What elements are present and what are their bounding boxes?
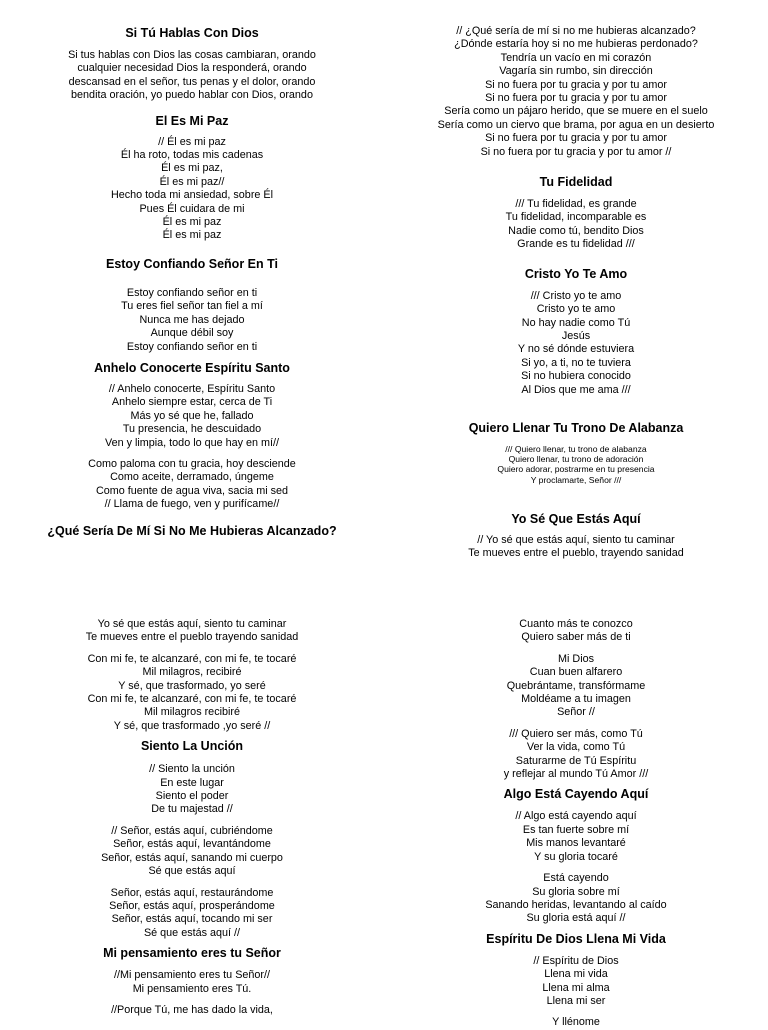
lyric-line: // Él es mi paz: [158, 135, 226, 148]
lyric-line: Anhelo siempre estar, cerca de Ti: [111, 396, 273, 409]
lyric-line: Quiero saber más de ti: [521, 631, 631, 644]
stanza: [424, 872, 728, 926]
lyric-line: De tu majestad //: [151, 803, 233, 816]
stanza: [40, 1004, 344, 1017]
stanza: [424, 290, 728, 397]
song-block: [40, 114, 344, 243]
lyric-line: Tu fidelidad, incomparable es: [505, 211, 647, 224]
song-title: Si Tú Hablas Con Dios: [125, 26, 259, 40]
lyric-line: Con mi fe, te alcanzaré, con mi fe, te tocaré: [87, 693, 297, 706]
lyric-line: /// Tu fidelidad, es grande: [515, 198, 637, 211]
lyric-line: Señor, estás aquí, prosperándome: [109, 899, 275, 912]
lyric-line: bendita oración, yo puedo hablar con Dios, orando: [71, 89, 313, 102]
lyric-line: Su gloria sobre mí: [532, 885, 620, 898]
lyric-line: Estoy confiando señor en ti: [126, 340, 258, 353]
lyric-line: Aunque débil soy: [150, 327, 234, 340]
lyric-line: //Porque Tú, me has dado la vida,: [111, 1003, 273, 1016]
lyric-line: Y sé, que trasformado, yo seré: [118, 679, 266, 692]
column-left: [0, 0, 384, 538]
lyric-line: Mi pensamiento eres Tú.: [132, 982, 252, 995]
song-title: Mi pensamiento eres tu Señor: [103, 946, 281, 961]
lyric-line: descansad en el señor, tus penas y el dolor, orando: [68, 75, 316, 88]
lyric-line: Estoy confiando señor en ti: [126, 286, 258, 299]
lyric-line: Llena mi alma: [542, 981, 610, 994]
stanza: [40, 383, 344, 450]
lyric-line: Señor, estás aquí, sanando mi cuerpo: [101, 851, 283, 864]
lyric-line: Si no fuera por tu gracia y por tu amor: [485, 92, 667, 105]
lyric-line: Pues Él cuidara de mi: [139, 202, 245, 215]
stanza: [40, 49, 344, 103]
lyric-line: Mis manos levantaré: [526, 837, 626, 850]
lyric-line: Señor, estás aquí, tocando mi ser: [111, 913, 273, 926]
lyric-line: En este lugar: [160, 776, 224, 789]
stanza: [40, 458, 344, 512]
song-block: [424, 267, 728, 397]
lyric-line: Nadie como tú, bendito Dios: [508, 224, 644, 237]
column-right: [384, 512, 768, 1029]
stanza: [40, 825, 344, 879]
lyric-line: // Anhelo conocerte, Espíritu Santo: [108, 382, 276, 395]
lyric-line: Quiero llenar, tu trono de adoración: [508, 454, 644, 465]
song-title: Quiero Llenar Tu Trono De Alabanza: [468, 420, 684, 435]
stanza: [424, 653, 728, 720]
lyric-line: // Siento la unción: [149, 763, 235, 776]
lyric-line: Yo sé que estás aquí, siento tu caminar: [97, 618, 287, 630]
lyric-line: Hecho toda mi ansiedad, sobre Él: [110, 189, 274, 202]
song-block: [424, 25, 728, 159]
lyric-line: Si no hubiera conocido: [521, 370, 631, 383]
lyric-line: // Señor, estás aquí, cubriéndome: [111, 824, 273, 837]
stanza: [424, 444, 728, 485]
song-title: Tu Fidelidad: [539, 175, 613, 190]
lyric-line: // Algo está cayendo aquí: [515, 810, 637, 823]
lyric-line: Mil milagros recibiré: [144, 706, 240, 719]
stanza: [40, 618, 344, 645]
lyric-line: Nunca me has dejado: [139, 313, 245, 326]
lyric-line: Y sé, que trasformado ,yo seré //: [113, 719, 271, 732]
lyric-line: // Yo sé que estás aquí, siento tu caminar: [477, 533, 675, 546]
stanza: [40, 887, 344, 941]
lyric-line: Sanando heridas, levantando al caído: [485, 898, 667, 911]
lyric-line: Está cayendo: [543, 872, 609, 885]
lyric-line: No hay nadie como Tú: [521, 316, 631, 329]
lyric-line: /// Quiero llenar, tu trono de alabanza: [505, 443, 647, 454]
song-block: [40, 26, 344, 103]
lyric-line: Y llénome: [552, 1016, 600, 1029]
lyric-line: Como fuente de agua viva, sacia mi sed: [95, 484, 289, 497]
lyric-line: // Llama de fuego, ven y purifícame//: [104, 498, 280, 511]
lyric-line: Y su gloria tocaré: [534, 850, 618, 863]
lyric-line: Cuan buen alfarero: [529, 666, 623, 679]
song-block: [424, 932, 728, 1030]
lyric-line: Él es mi paz,: [161, 162, 223, 175]
stanza: [424, 198, 728, 252]
lyric-line: Tu presencia, he descuidado: [122, 423, 262, 436]
lyric-line: Si no fuera por tu gracia y por tu amor //: [480, 145, 672, 158]
song-title: Siento La Unción: [140, 739, 244, 754]
stanza: [40, 763, 344, 817]
lyric-line: Te mueves entre el pueblo trayendo sanidad: [85, 631, 299, 644]
lyric-line: Mil milagros, recibiré: [142, 666, 242, 679]
stanza: [40, 653, 344, 733]
column-left: [0, 512, 384, 1024]
lyric-line: //Mi pensamiento eres tu Señor//: [113, 969, 271, 982]
lyric-line: Cuanto más te conozco: [519, 618, 633, 630]
song-block: [40, 946, 344, 1017]
lyric-line: Llena mi vida: [544, 968, 608, 981]
song-title: ¿Qué Sería De Mí Si No Me Hubieras Alcanzado?: [47, 523, 337, 538]
song-title: Espíritu De Dios Llena Mi Vida: [486, 931, 666, 946]
lyric-line: Llena mi ser: [546, 994, 606, 1007]
song-block: [40, 257, 344, 354]
lyric-line: Si tus hablas con Dios las cosas cambiaran, orando: [68, 49, 316, 61]
lyric-line: /// Quiero ser más, como Tú: [509, 727, 643, 740]
lyric-line: Vagaría sin rumbo, sin dirección: [499, 65, 653, 78]
song-title: Cristo Yo Te Amo: [524, 266, 628, 281]
lyric-line: Quebrántame, transfórmame: [506, 679, 646, 692]
song-block: [40, 618, 344, 733]
lyric-line: ¿Dónde estaría hoy si no me hubieras perdonado?: [454, 38, 698, 51]
stanza: [424, 728, 728, 782]
song-block: [424, 618, 728, 781]
lyric-line: Mi Dios: [558, 652, 594, 665]
lyric-line: Sería como un ciervo que brama, por agua en un desierto: [437, 118, 715, 131]
lyric-line: Cristo yo te amo: [536, 303, 616, 316]
lyric-line: Tendría un vacío en mi corazón: [500, 51, 652, 64]
lyric-line: // ¿Qué sería de mí si no me hubieras alcanzado?: [456, 25, 696, 37]
lyric-line: y reflejar al mundo Tú Amor ///: [503, 768, 649, 781]
stanza: [40, 136, 344, 243]
lyric-line: Y proclamarte, Señor ///: [530, 474, 622, 485]
lyric-line: Saturarme de Tú Espíritu: [515, 754, 637, 767]
lyric-line: Más yo sé que he, fallado: [130, 409, 254, 422]
lyric-line: Grande es tu fidelidad ///: [517, 238, 635, 251]
lyric-line: // Espíritu de Dios: [533, 954, 619, 967]
lyric-line: Él es mi paz: [162, 216, 222, 229]
song-title: Estoy Confiando Señor En Ti: [105, 256, 278, 271]
lyric-line: Si no fuera por tu gracia y por tu amor: [485, 132, 667, 145]
song-block: [424, 421, 728, 485]
song-title: El Es Mi Paz: [155, 113, 229, 128]
page-bottom: [0, 512, 768, 1029]
lyric-line: Si yo, a ti, no te tuviera: [521, 356, 631, 369]
lyric-line: Señor, estás aquí, restaurándome: [110, 886, 274, 899]
lyric-line: Ver la vida, como Tú: [526, 741, 626, 754]
lyric-line: Es tan fuerte sobre mí: [522, 823, 630, 836]
column-right: [384, 0, 768, 560]
lyric-line: Como paloma con tu gracia, hoy desciende: [88, 457, 296, 470]
stanza: [40, 969, 344, 996]
stanza: [424, 1016, 728, 1029]
lyric-line: Te mueves entre el pueblo, trayendo sanidad: [468, 547, 684, 560]
lyric-line: Él es mi paz: [162, 229, 222, 242]
lyric-line: Tu eres fiel señor tan fiel a mí: [121, 300, 263, 313]
song-block: [424, 175, 728, 252]
lyric-line: Al Dios que me ama ///: [521, 383, 631, 396]
lyric-line: Sé que estás aquí: [148, 865, 236, 878]
lyric-line: Sería como un pájaro herido, que se muere en el suelo: [444, 105, 708, 118]
song-title: Yo Sé Que Estás Aquí: [511, 511, 641, 526]
lyric-line: Si no fuera por tu gracia y por tu amor: [485, 78, 667, 91]
song-title: Algo Está Cayendo Aquí: [503, 787, 649, 802]
lyric-line: Con mi fe, te alcanzaré, con mi fe, te tocaré: [87, 652, 297, 665]
lyric-line: Señor, estás aquí, levantándome: [113, 838, 271, 851]
song-block: [424, 787, 728, 925]
lyric-line: cualquier necesidad Dios la responderá, orando: [77, 62, 307, 75]
lyric-line: Y no sé dónde estuviera: [517, 343, 635, 356]
song-block: [40, 739, 344, 940]
lyric-line: Jesús: [561, 329, 591, 342]
lyric-line: Como aceite, derramado, úngeme: [110, 471, 274, 484]
stanza: [40, 287, 344, 354]
lyric-line: Siento el poder: [155, 790, 229, 803]
stanza: [424, 25, 728, 159]
song-block: [40, 361, 344, 512]
lyric-line: Él ha roto, todas mis cadenas: [120, 149, 264, 162]
lyric-line: Su gloria está aquí //: [526, 912, 626, 925]
lyric-line: Él es mi paz//: [159, 175, 225, 188]
stanza: [424, 810, 728, 864]
lyric-line: Sé que estás aquí //: [143, 926, 241, 939]
lyric-line: /// Cristo yo te amo: [530, 289, 622, 302]
lyric-line: Moldéame a tu imagen: [521, 693, 631, 706]
lyric-line: Señor //: [557, 706, 595, 719]
stanza: [424, 618, 728, 645]
lyric-line: Ven y limpia, todo lo que hay en mí//: [104, 436, 280, 449]
stanza: [424, 955, 728, 1009]
lyric-line: Quiero adorar, postrarme en tu presencia: [497, 464, 655, 475]
song-title: Anhelo Conocerte Espíritu Santo: [94, 360, 290, 375]
